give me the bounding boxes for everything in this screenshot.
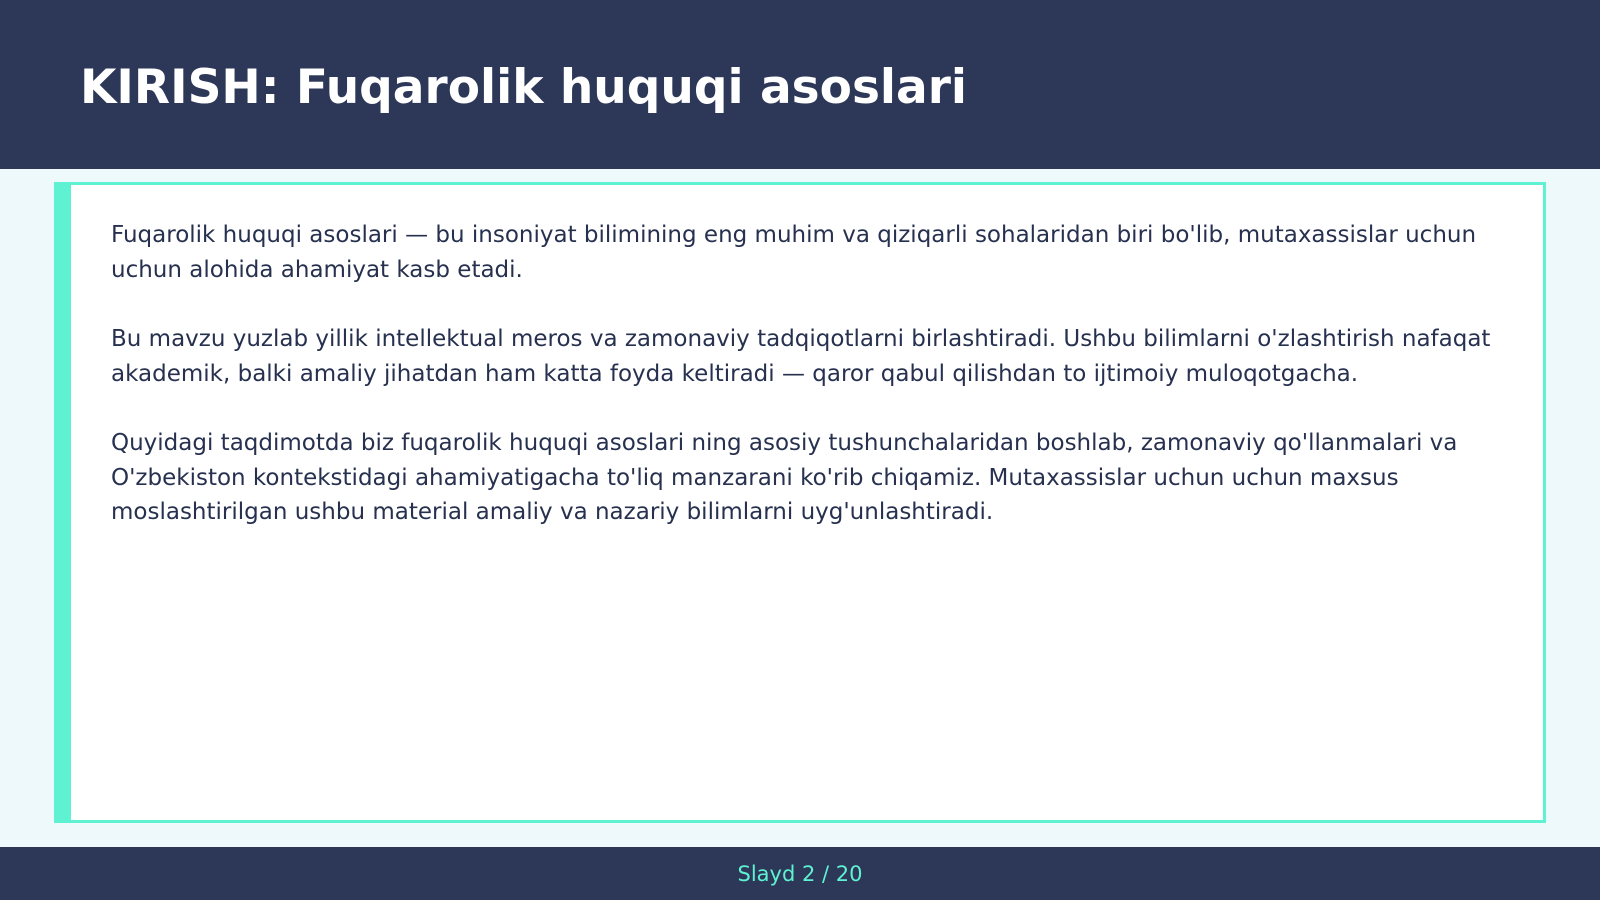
slide-footer xyxy=(0,847,1600,900)
overview-paragraph: Quyidagi taqdimotda biz fuqarolik huquqi asoslari ning asosiy tushunchalaridan boshlab, zamonaviy qo'llanmalari va O'zbekiston kontekstidagi ahamiyatigacha to'liq manzarani ko'rib chiqamiz. Mutaxassislar uchun uchun maxsus moslashtirilgan ushbu material amaliy va nazariy bilimlarni uyg'unlashtiradi. xyxy=(111,430,1458,525)
slide-title: KIRISH: Fuqarolik huquqi asoslari xyxy=(80,60,968,115)
slide-header xyxy=(0,0,1600,169)
intro-paragraph: Fuqarolik huquqi asoslari — bu insoniyat bilimining eng muhim va qiziqarli sohalaridan biri bo'lib, mutaxassislar uchun uchun alohida ahamiyat kasb etadi. xyxy=(111,222,1477,283)
slide-counter: Slayd 2 / 20 xyxy=(737,862,863,886)
content-card xyxy=(54,182,1546,823)
heritage-paragraph: Bu mavzu yuzlab yillik intellektual meros va zamonaviy tadqiqotlarni birlashtiradi. Ushbu bilimlarni o'zlashtirish nafaqat akademik, balki amaliy jihatdan ham katta foyda keltiradi — qaror qabul qilishdan to ijtimoiy muloqotgacha. xyxy=(111,326,1491,387)
